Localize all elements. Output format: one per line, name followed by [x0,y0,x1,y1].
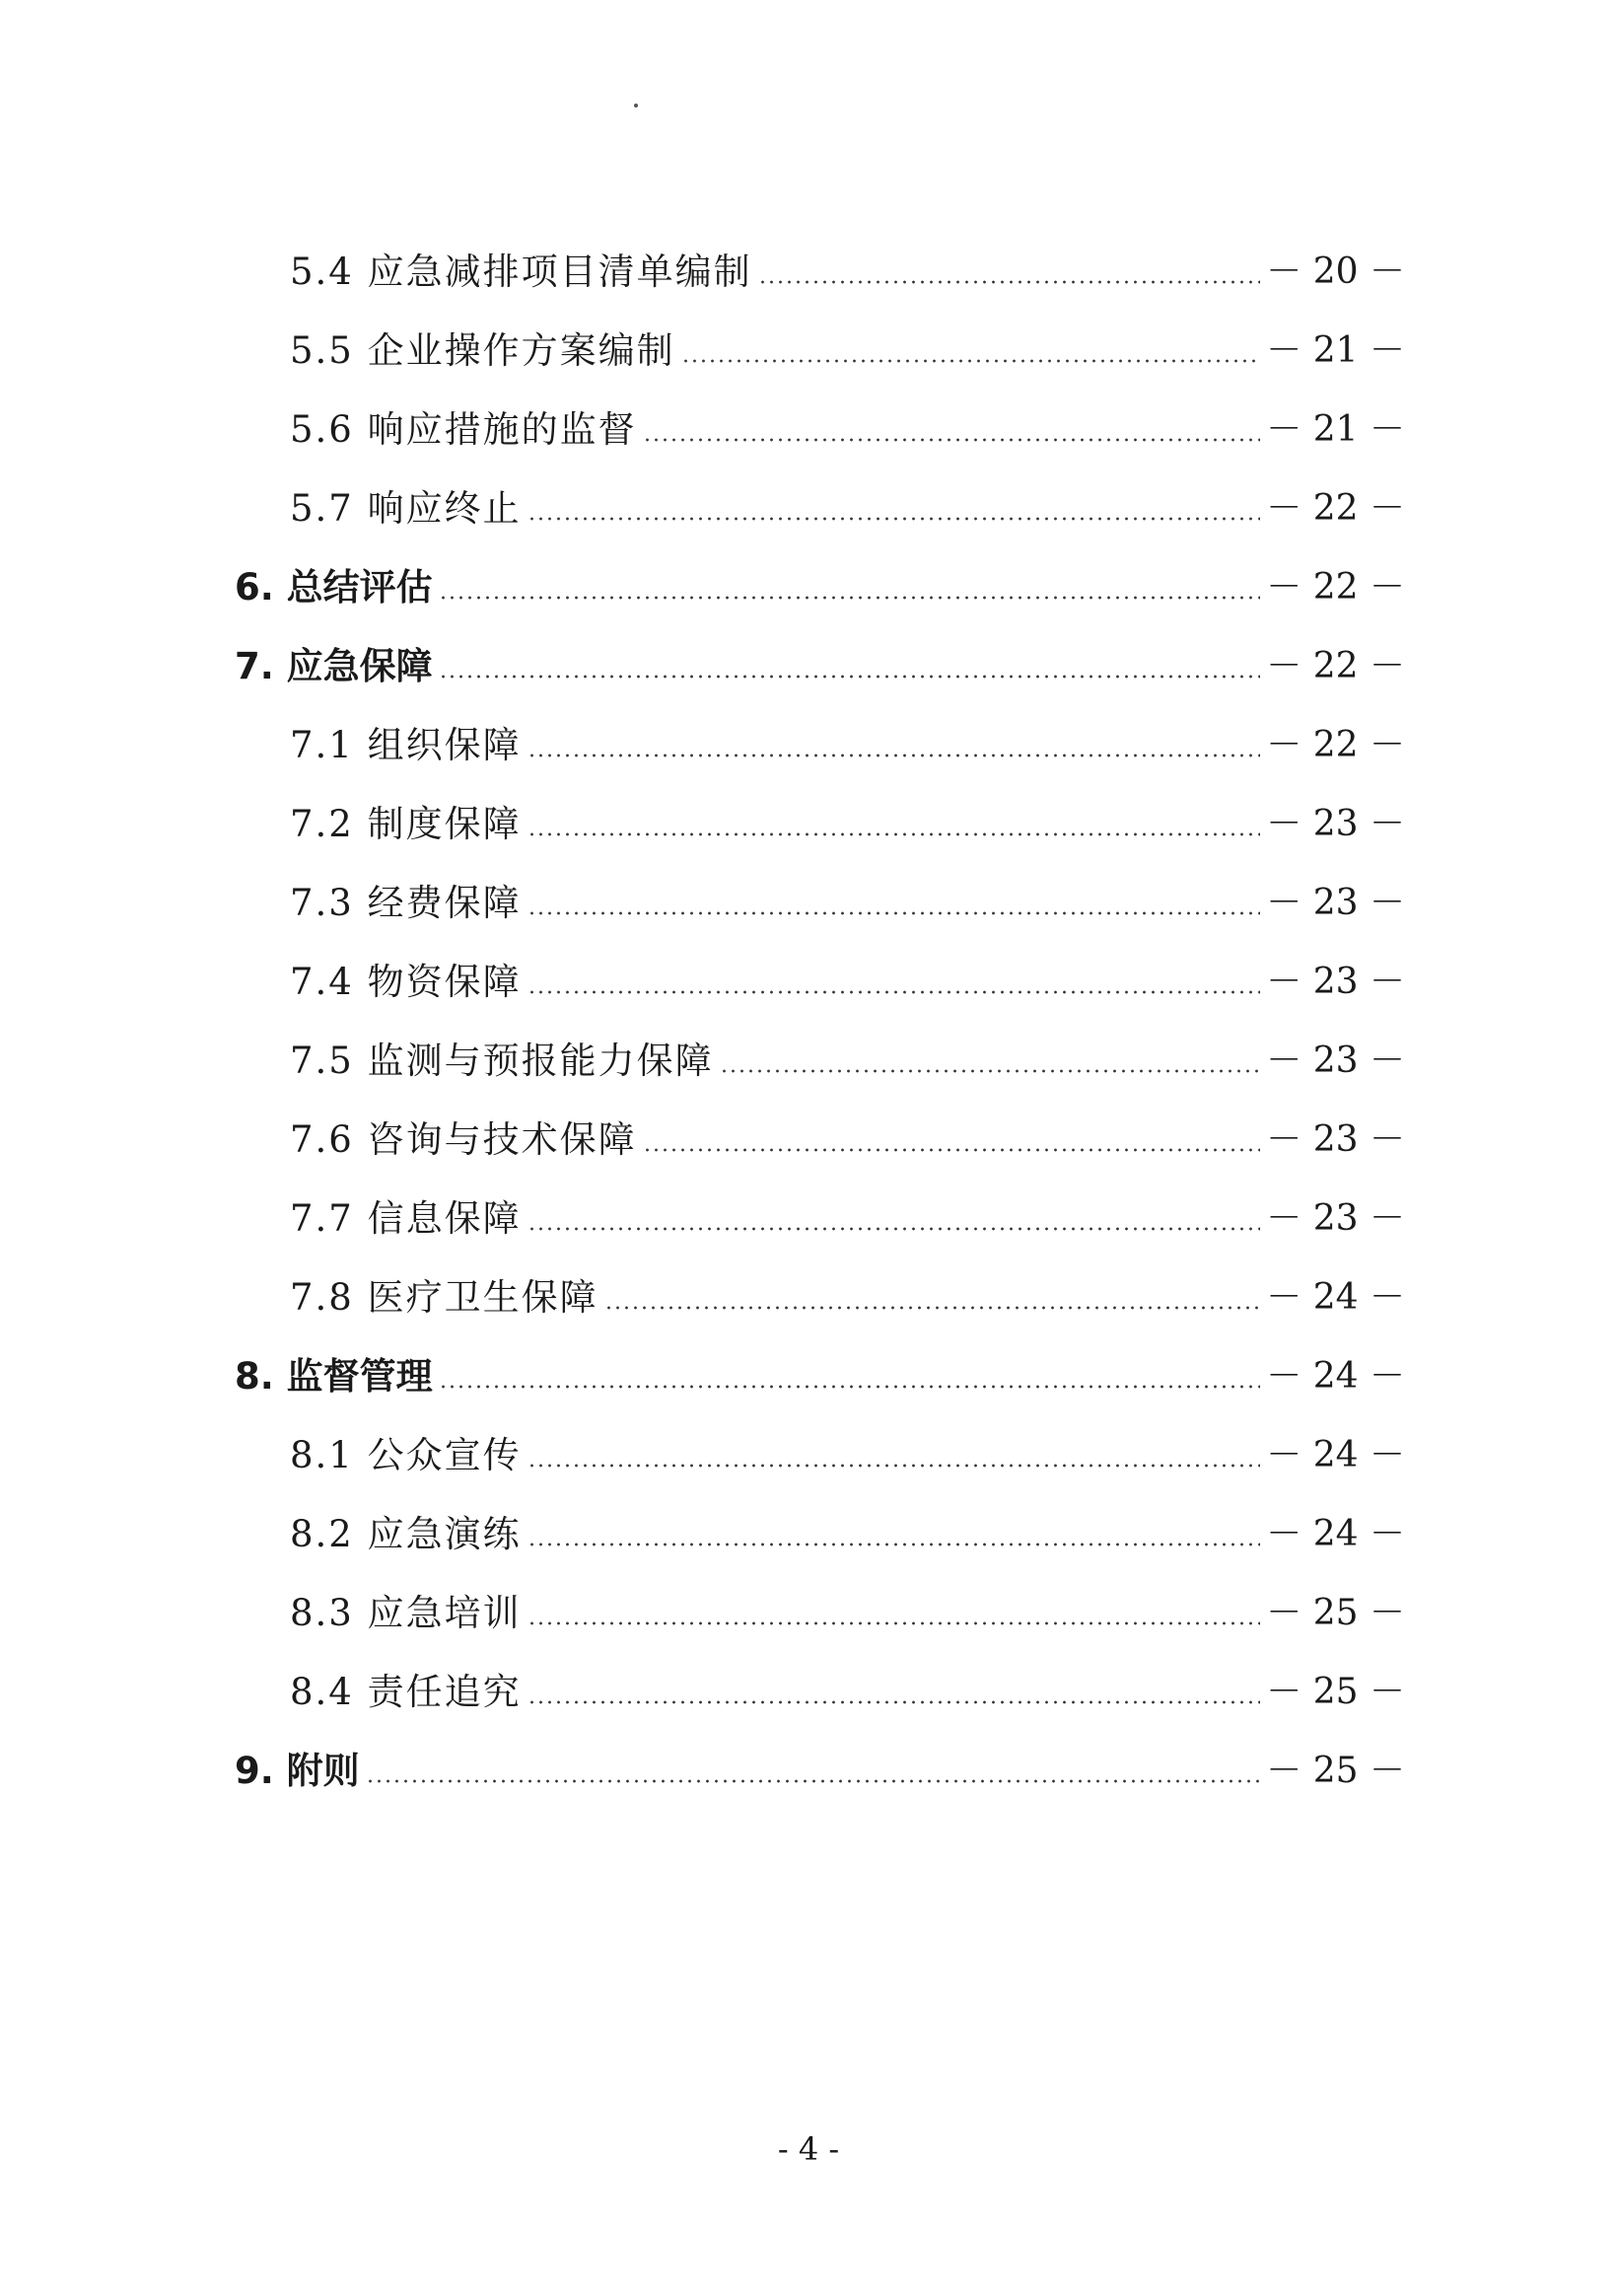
toc-entry-5-7[interactable] [290,473,1405,533]
toc-entry-page: － 20 － [1266,251,1405,292]
toc-entry-page: － 25 － [1266,1672,1405,1712]
toc-entry-page: － 22 － [1266,646,1405,686]
toc-entry-page: － 24 － [1266,1435,1405,1475]
dot-leader [439,594,1261,602]
toc-entry-label: 8.4 责任追究 [290,1671,522,1713]
toc-entry-label: 8.3 应急培训 [290,1592,522,1634]
scan-speck [634,104,638,108]
toc-entry-label: 7.5 监测与预报能力保障 [290,1040,714,1082]
dot-leader [527,1541,1261,1548]
toc-entry-page: － 24 － [1266,1514,1405,1554]
dot-leader [366,1777,1261,1785]
toc-entry-7-2[interactable] [290,789,1405,848]
dot-leader [720,1067,1261,1075]
toc-entry-page: － 25 － [1266,1593,1405,1633]
toc-entry-label: 7.4 物资保障 [290,961,522,1003]
dot-leader [758,278,1261,286]
toc-entry-page: － 23 － [1266,1198,1405,1239]
toc-entry-label: 5.5 企业操作方案编制 [290,329,675,372]
toc-entry-label: 7.3 经费保障 [290,882,522,924]
toc-entry-8[interactable] [235,1341,1405,1400]
toc-entry-page: － 24 － [1266,1356,1405,1397]
toc-entry-label: 9. 附则 [235,1750,360,1792]
toc-entry-7-8[interactable] [290,1262,1405,1322]
dot-leader [527,988,1261,996]
toc-entry-label: 7.6 咨询与技术保障 [290,1118,637,1161]
dot-leader [643,436,1261,444]
toc-entry-7-5[interactable] [290,1026,1405,1085]
toc-entry-label: 7.8 医疗卫生保障 [290,1276,598,1319]
toc-entry-label: 7.2 制度保障 [290,803,522,845]
toc-entry-8-4[interactable] [290,1657,1405,1716]
dot-leader [527,1225,1261,1233]
toc-entry-7[interactable] [235,631,1405,690]
toc-entry-page: － 22 － [1266,567,1405,608]
toc-entry-label: 5.4 应急减排项目清单编制 [290,251,752,293]
dot-leader [527,752,1261,759]
toc-entry-page: － 24 － [1266,1277,1405,1318]
toc-entry-7-6[interactable] [290,1105,1405,1164]
dot-leader [604,1304,1261,1312]
toc-entry-8-2[interactable] [290,1499,1405,1558]
toc-entry-label: 7.1 组织保障 [290,724,522,766]
toc-entry-7-3[interactable] [290,868,1405,927]
toc-entry-label: 6. 总结评估 [235,566,433,609]
toc-entry-label: 8.1 公众宣传 [290,1434,522,1476]
dot-leader [439,1383,1261,1391]
toc-entry-label: 8. 监督管理 [235,1355,433,1398]
toc-entry-page: － 23 － [1266,1119,1405,1160]
toc-entry-8-3[interactable] [290,1578,1405,1637]
toc-entry-7-1[interactable] [290,710,1405,769]
dot-leader [643,1146,1261,1154]
toc-entry-5-6[interactable] [290,395,1405,454]
toc-entry-label: 5.6 响应措施的监督 [290,408,637,451]
dot-leader [527,830,1261,838]
toc-entry-5-4[interactable] [290,237,1405,296]
dot-leader [527,1462,1261,1470]
toc-entry-8-1[interactable] [290,1420,1405,1479]
page-number: - 4 - [777,2130,840,2168]
toc-entry-label: 5.7 响应终止 [290,487,522,530]
dot-leader [527,1619,1261,1627]
toc-entry-label: 8.2 应急演练 [290,1513,522,1555]
toc-entry-7-7[interactable] [290,1184,1405,1243]
toc-entry-page: － 25 － [1266,1751,1405,1791]
dot-leader [439,673,1261,681]
toc-entry-page: － 21 － [1266,409,1405,450]
toc-entry-page: － 23 － [1266,804,1405,844]
dot-leader [527,1698,1261,1706]
toc-entry-page: － 23 － [1266,883,1405,923]
toc-entry-page: － 22 － [1266,488,1405,529]
dot-leader [527,515,1261,523]
toc-entry-label: 7.7 信息保障 [290,1197,522,1240]
dot-leader [527,909,1261,917]
toc-entry-7-4[interactable] [290,947,1405,1006]
toc-entry-9[interactable] [235,1736,1405,1795]
toc-entry-page: － 21 － [1266,330,1405,371]
toc-entry-page: － 22 － [1266,725,1405,765]
toc-entry-5-5[interactable] [290,316,1405,375]
toc-entry-page: － 23 － [1266,962,1405,1002]
toc-entry-label: 7. 应急保障 [235,645,433,687]
toc-entry-6[interactable] [235,552,1405,611]
toc-entry-page: － 23 － [1266,1040,1405,1081]
dot-leader [681,357,1261,365]
